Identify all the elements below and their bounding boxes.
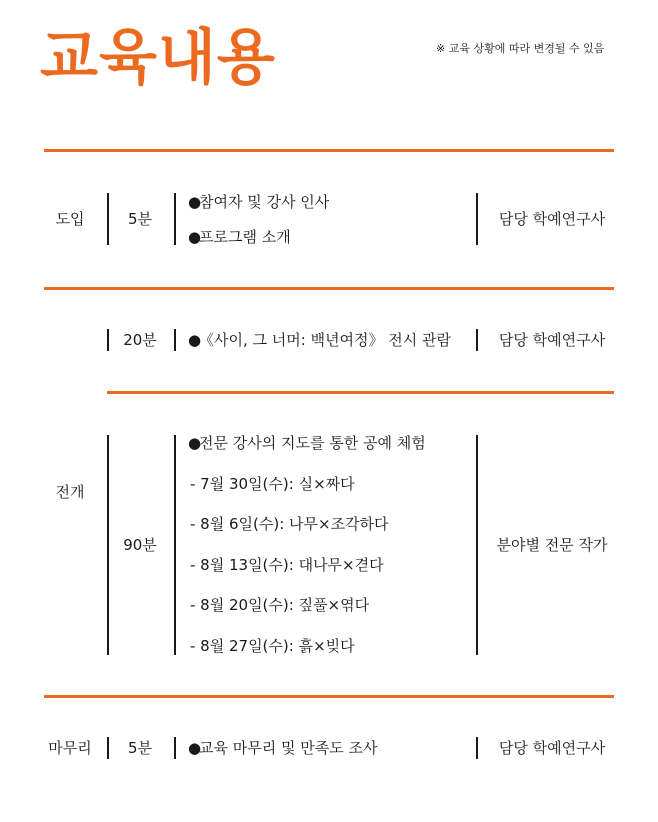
schedule-item: - 8월 6일(수): 나무×조각하다 (190, 515, 389, 533)
schedule-item: - 8월 20일(수): 짚풀×엮다 (190, 596, 370, 614)
duration-wrap: 5분 (127, 739, 153, 757)
col-sep (107, 329, 109, 351)
duration-dev-b: 90분 (123, 536, 157, 554)
stage-intro: 도입 (55, 210, 85, 228)
divider-top (44, 149, 614, 152)
list-item: ●참여자 및 강사 인사 (188, 193, 330, 211)
col-sep (107, 193, 109, 245)
bullet-icon: ● (188, 331, 202, 349)
schedule-item: - 7월 30일(수): 실×짜다 (190, 475, 355, 493)
divider-intro-dev (44, 287, 614, 290)
bullet-icon: ● (188, 434, 202, 452)
divider-dev-wrap (44, 695, 614, 698)
bullet-icon: ● (188, 739, 202, 757)
list-item: ●교육 마무리 및 만족도 조사 (188, 739, 378, 757)
charge-wrap: 담당 학예연구사 (498, 739, 606, 757)
col-sep (174, 737, 176, 759)
bullet-icon: ● (188, 228, 202, 246)
list-item: ●프로그램 소개 (188, 228, 291, 246)
list-item: ●전문 강사의 지도를 통한 공예 체험 (188, 434, 426, 452)
charge-dev-b: 분야별 전문 작가 (496, 536, 608, 554)
change-notice: ※ 교육 상황에 따라 변경될 수 있음 (436, 42, 605, 55)
charge-dev-a: 담당 학예연구사 (498, 331, 606, 349)
duration-intro: 5분 (127, 210, 153, 228)
schedule-item: - 8월 27일(수): 흙×빚다 (190, 637, 355, 655)
col-sep (174, 435, 176, 655)
duration-dev-a: 20분 (123, 331, 157, 349)
stage-dev: 전개 (55, 483, 85, 501)
list-item: ●《사이, 그 너머: 백년여정》 전시 관람 (188, 331, 452, 349)
bullet-icon: ● (188, 193, 202, 211)
col-sep (174, 329, 176, 351)
col-sep (107, 737, 109, 759)
page-title: 교육내용 (40, 23, 276, 93)
col-sep (107, 435, 109, 655)
stage-wrap: 마무리 (48, 739, 92, 757)
charge-intro: 담당 학예연구사 (498, 210, 606, 228)
schedule-item: - 8월 13일(수): 대나무×겯다 (190, 556, 384, 574)
divider-dev-inner (107, 391, 614, 394)
col-sep (174, 193, 176, 245)
